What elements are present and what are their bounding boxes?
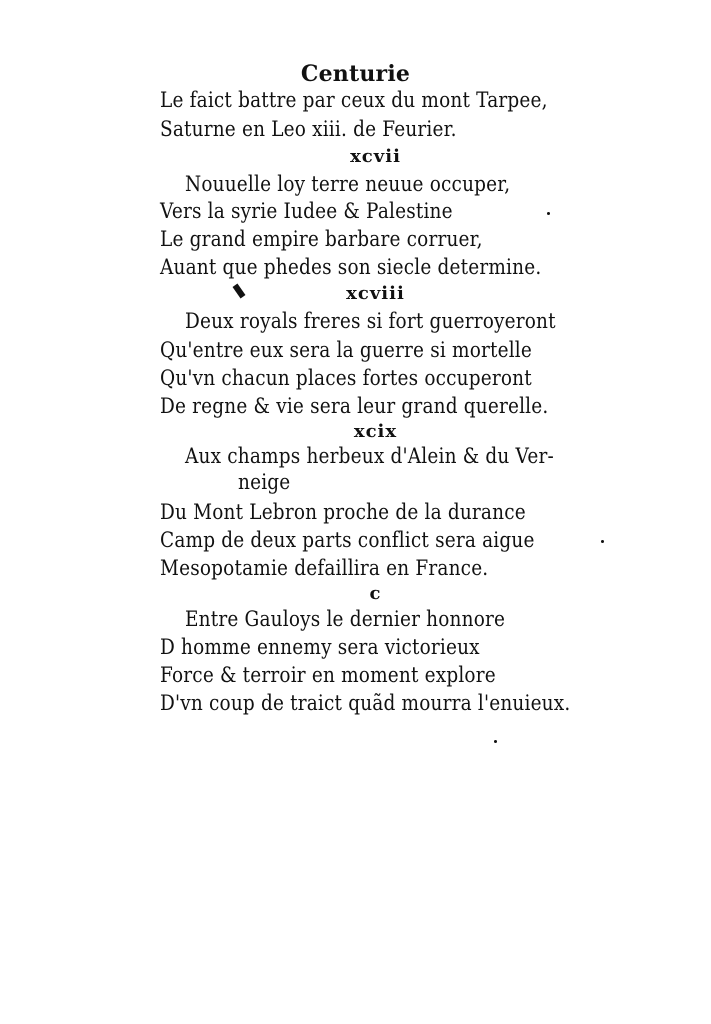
verse-line: Le faict battre par ceux du mont Tarpee, [160, 88, 548, 112]
page-title: Centurie [300, 61, 411, 87]
verse-line: neige [238, 470, 291, 494]
verse-line: Force & terroir en moment explore [160, 663, 496, 687]
verse-line: Aux champs herbeux d'Alein & du Ver- [185, 444, 554, 468]
verse-line: D'vn coup de traict quãd mourra l'enuieux. [160, 691, 571, 715]
verse-line: De regne & vie sera leur grand querelle. [160, 394, 549, 418]
quatrain-number: xcvii [350, 146, 401, 167]
verse-line: Auant que phedes son siecle determine. [160, 255, 542, 279]
verse-line: Qu'vn chacun places fortes occuperont [160, 366, 532, 390]
verse-line: Qu'entre eux sera la guerre si mortelle [160, 338, 533, 362]
verse-line: Camp de deux parts conflict sera aigue [160, 528, 535, 552]
verse-line: Saturne en Leo xiii. de Feurier. [160, 117, 457, 141]
quatrain-number: c [369, 583, 382, 604]
verse-line: D homme ennemy sera victorieux [160, 635, 480, 659]
verse-line: Mesopotamie defaillira en France. [160, 556, 489, 580]
quatrain-number: xcviii [346, 283, 405, 304]
verse-line: Le grand empire barbare corruer, [160, 227, 483, 251]
verse-line: Du Mont Lebron proche de la durance [160, 500, 526, 524]
verse-line: Nouuelle loy terre neuue occuper, [185, 172, 511, 196]
quatrain-number: xcix [353, 421, 398, 442]
ink-speck [547, 212, 550, 215]
verse-line: Deux royals freres si fort guerroyeront [185, 309, 556, 333]
verse-line: Vers la syrie Iudee & Palestine [160, 199, 453, 223]
ink-speck [494, 740, 497, 743]
verse-line: Entre Gauloys le dernier honnore [185, 607, 506, 631]
ink-speck [601, 540, 604, 543]
